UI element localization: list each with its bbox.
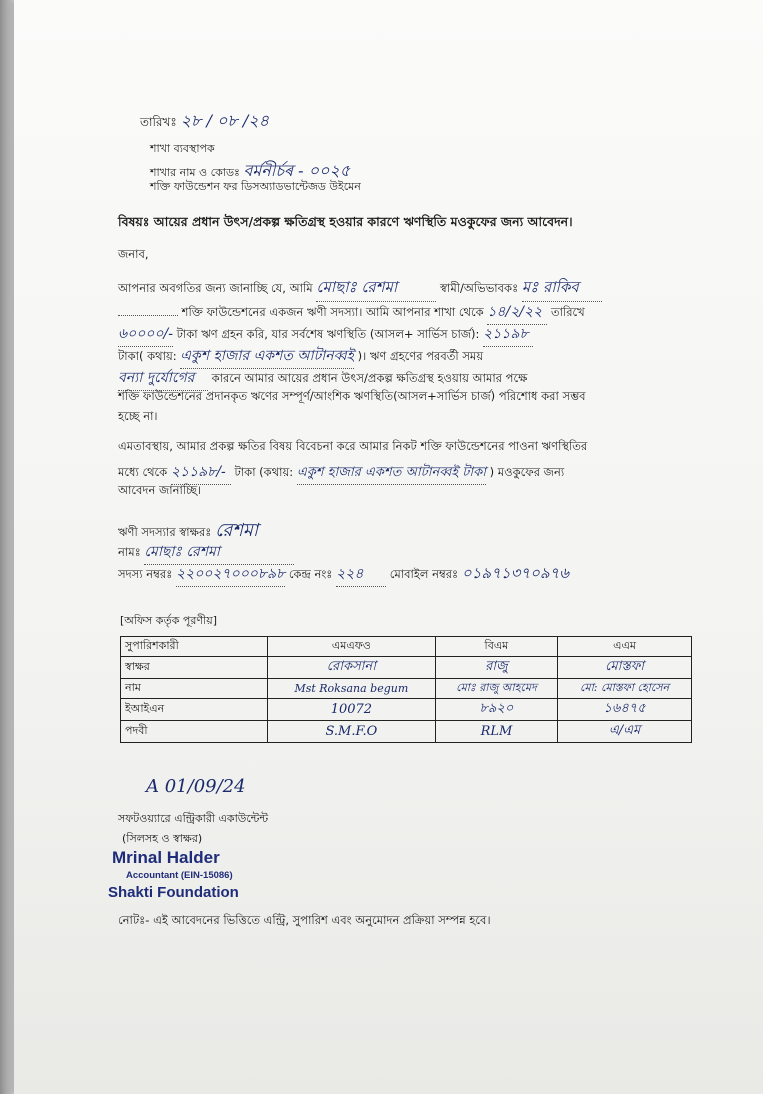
office-section-title: [অফিস কর্তৃক পূরণীয়] xyxy=(120,614,217,627)
body-line-2: শক্তি ফাউন্ডেশনের একজন ঋণী সদস্যা। আমি আপনার শাখা থেকে ১৪/২/২২ তারিখে xyxy=(118,300,585,325)
table-row: স্বাক্ষর রোকসানা রাজু মোস্তফা xyxy=(121,657,692,679)
loan-amount-hand: ৬০০০০/- xyxy=(118,322,173,347)
waiver-amount-hand: ২১১৯৮/- xyxy=(171,460,231,485)
table-row: নাম Mst Roksana begum মোঃ রাজু আহমেদ মো: মোস্তফা হোসেন xyxy=(121,679,692,699)
balance-words-hand: একুশ হাজার একশত আটানব্বই xyxy=(180,344,354,369)
waiver-words-hand: একুশ হাজার একশত আটানব্বই টাকা xyxy=(297,463,486,485)
salutation: জনাব, xyxy=(118,247,149,261)
body-line-4: টাকা( কথায়: একুশ হাজার একশত আটানব্বই )। ঋণ গ্রহণের পরবর্তী সময় xyxy=(118,344,483,369)
body-line-8: এমতাবস্থায়, আমার প্রকল্প ক্ষতির বিষয় বিবেচনা করে আমার নিকট শক্তি ফাউন্ডেশনের পাওনা ঋণস্থিতির xyxy=(118,439,588,453)
body-line-7: হচ্ছে না। xyxy=(118,409,158,423)
member-name-hand: মোছাঃ রেশমা xyxy=(144,540,294,565)
date-line xyxy=(140,108,269,135)
header-bm: বিএম xyxy=(435,637,557,657)
loan-date-hand: ১৪/২/২২ xyxy=(487,300,547,325)
body-line-3: ৬০০০০/- টাকা ঋণ গ্রহন করি, যার সর্বশেষ ঋণস্থিতি (আসল+ সার্ভিস চার্জ): ২১১৯৮ xyxy=(118,322,533,347)
subject-line: বিষয়ঃ আয়ের প্রধান উৎস/প্রকল্প ক্ষতিগ্রস্থ হওয়ার কারণে ঋণস্থিতি মওকুফের জন্য আবেদন। xyxy=(118,214,573,229)
branch-value: বর্মনীর্চৰ - ০০২৫ xyxy=(243,161,351,180)
accountant-seal-line: (সিলসহ ও স্বাক্ষর) xyxy=(122,832,203,845)
member-number-hand: ২২০০২৭০০০৮৯৮ xyxy=(176,562,285,587)
footer-note: নোটঃ- এই আবেদনের ভিত্তিতে এন্ট্রি, সুপারিশ এবং অনুমোদন প্রক্রিয়া সম্পন্ন হবে। xyxy=(118,913,491,927)
date-label: তারিখঃ xyxy=(140,115,177,129)
body-line-1: আপনার অবগতির জন্য জানাচ্ছি যে, আমি মোছাঃ রেশমা স্বামী/অভিভাবকঃ মঃ রাকিব xyxy=(118,276,602,302)
page-edge-shadow xyxy=(0,0,14,1094)
accountant-signature: A 01/09/24 xyxy=(146,776,246,797)
member-signature-line: ঋণী সদস্যার স্বাক্ষরঃ রেশমা xyxy=(118,520,259,541)
member-name-line: নামঃ মোছাঃ রেশমা xyxy=(118,540,294,565)
reason-hand: বন্যা দুর্যোগের xyxy=(118,366,208,391)
header-mfo: এমএফও xyxy=(268,637,436,657)
member-id-line: সদস্য নম্বরঃ ২২০০২৭০০০৮৯৮ কেন্দ্র নংঃ ২২৪ মোবাইল নম্বরঃ ০১৯৭১৩৭০৯৭৬ xyxy=(118,562,569,587)
branch-label: শাখার নাম ও কোডঃ xyxy=(150,166,240,179)
date-value: ২৮ / ০৮ /২৪ xyxy=(180,111,270,130)
body-line-9: মধ্যে থেকে ২১১৯৮/- টাকা (কথায়: একুশ হাজার একশত আটানব্বই টাকা ) মওকুফের জন্য xyxy=(118,460,564,485)
table-row: পদবী S.M.F.O RLM এ/এম xyxy=(121,721,692,743)
balance-hand: ২১১৯৮ xyxy=(483,322,533,347)
stamp-name: Mrinal Halder xyxy=(112,848,220,867)
mobile-number-hand: ০১৯৭১৩৭০৯৭৬ xyxy=(461,564,570,582)
body-line-6: শক্তি ফাউন্ডেশনের প্রদানকৃত ঋণের সম্পূর্ণ/আংশিক ঋণস্থিতি(আসল+সার্ভিস চার্জ) পরিশোধ করা সম্ভব xyxy=(118,389,586,403)
office-table xyxy=(120,636,692,743)
header-am: এএম xyxy=(558,637,692,657)
applicant-name-hand: মোছাঃ রেশমা xyxy=(316,276,436,302)
office-header-row xyxy=(121,637,692,657)
accountant-role-line: সফটওয়্যারে এন্ট্রিকারী একাউন্টেন্ট xyxy=(118,812,269,825)
stamp-organization: Shakti Foundation xyxy=(108,884,239,901)
header-recommender: সুপারিশকারী xyxy=(121,637,268,657)
branch-manager-label: শাখা ব্যবস্থাপক xyxy=(150,142,215,155)
member-signature: রেশমা xyxy=(215,520,259,541)
organization-line: শক্তি ফাউন্ডেশন ফর ডিসঅ্যাডভান্টেজড উইমেন xyxy=(150,180,361,193)
body-line-5: বন্যা দুর্যোগের কারনে আমার আয়ের প্রধান উৎস/প্রকল্প ক্ষতিগ্রস্থ হওয়ায় আমার পক্ষে xyxy=(118,366,527,391)
stamp-role: Accountant (EIN-15086) xyxy=(126,870,233,881)
guardian-name-hand: মঃ রাকিব xyxy=(522,276,602,302)
center-number-hand: ২২৪ xyxy=(336,562,386,587)
body-line-10: আবেদন জানাচ্ছি। xyxy=(118,483,202,497)
table-row: ইআইএন 10072 ৮৯২০ ১৬৪৭৫ xyxy=(121,699,692,721)
